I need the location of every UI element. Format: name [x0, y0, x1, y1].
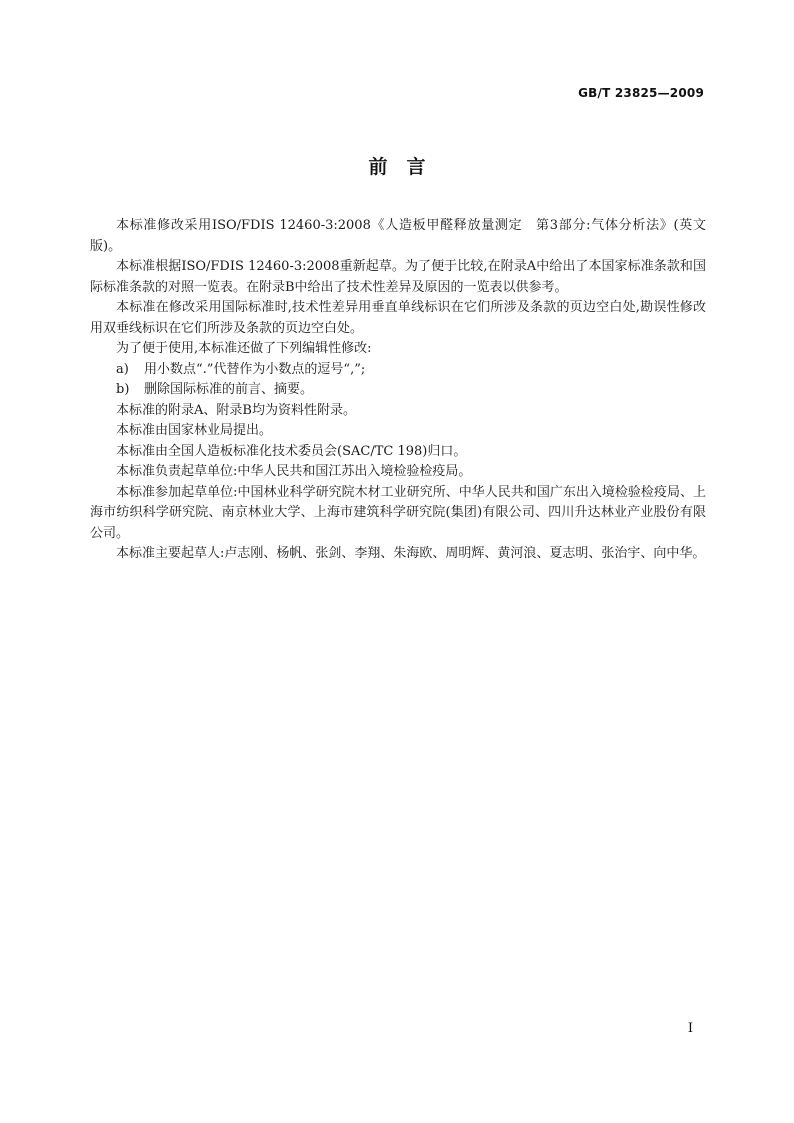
- paragraph-participating-drafters: 本标准参加起草单位:中国林业科学研究院木材工业研究所、中华人民共和国广东出入境检验检疫局、上海市纺织科学研究院、南京林业大学、上海市建筑科学研究院(集团)有限公司、四川升达林业产业股份有限公司。: [90, 484, 706, 541]
- foreword-body: [90, 216, 706, 565]
- paragraph-committee: 本标准由全国人造板标准化技术委员会(SAC/TC 198)归口。: [116, 443, 467, 459]
- paragraph-lead-drafter: 本标准负责起草单位:中华人民共和国江苏出入境检验检疫局。: [116, 464, 472, 479]
- paragraph-annexes: 本标准的附录A、附录B均为资料性附录。: [116, 402, 356, 418]
- list-item: [90, 360, 706, 381]
- paragraph-adoption: 本标准修改采用ISO/FDIS 12460-3:2008《人造板甲醛释放量测定 第3部分:气体分析法》(英文版)。: [90, 218, 706, 254]
- paragraph-redrafting: 本标准根据ISO/FDIS 12460-3:2008重新起草。为了便于比较,在附录A中给出了本国家标准条款和国际标准条款的对照一览表。在附录B中给出了技术性差异及原因的一览表以供参考。: [90, 259, 706, 295]
- paragraph-deviation-marking: 本标准在修改采用国际标准时,技术性差异用垂直单线标识在它们所涉及条款的页边空白处,勘误性修改用双垂线标识在它们所涉及条款的页边空白处。: [90, 300, 706, 336]
- page-title: 前 言: [368, 156, 426, 178]
- page-number: I: [687, 1021, 693, 1036]
- list-item: [90, 380, 706, 401]
- list-marker: b): [116, 382, 130, 397]
- list-item-text: 用小数点“.”代替作为小数点的逗号“,”;: [144, 361, 366, 377]
- paragraph-proposer: 本标准由国家林业局提出。: [116, 423, 273, 438]
- paragraph-main-drafters: 本标准主要起草人:卢志刚、杨帆、张剑、李翔、朱海欧、周明辉、黄河浪、夏志明、张治宇、向中华。: [116, 546, 706, 561]
- paragraph-editorial-intro: 为了便于使用,本标准还做了下列编辑性修改:: [116, 341, 372, 356]
- list-marker: a): [116, 361, 129, 377]
- standard-code: GB/T 23825—2009: [578, 86, 704, 100]
- list-item-text: 删除国际标准的前言、摘要。: [144, 382, 314, 397]
